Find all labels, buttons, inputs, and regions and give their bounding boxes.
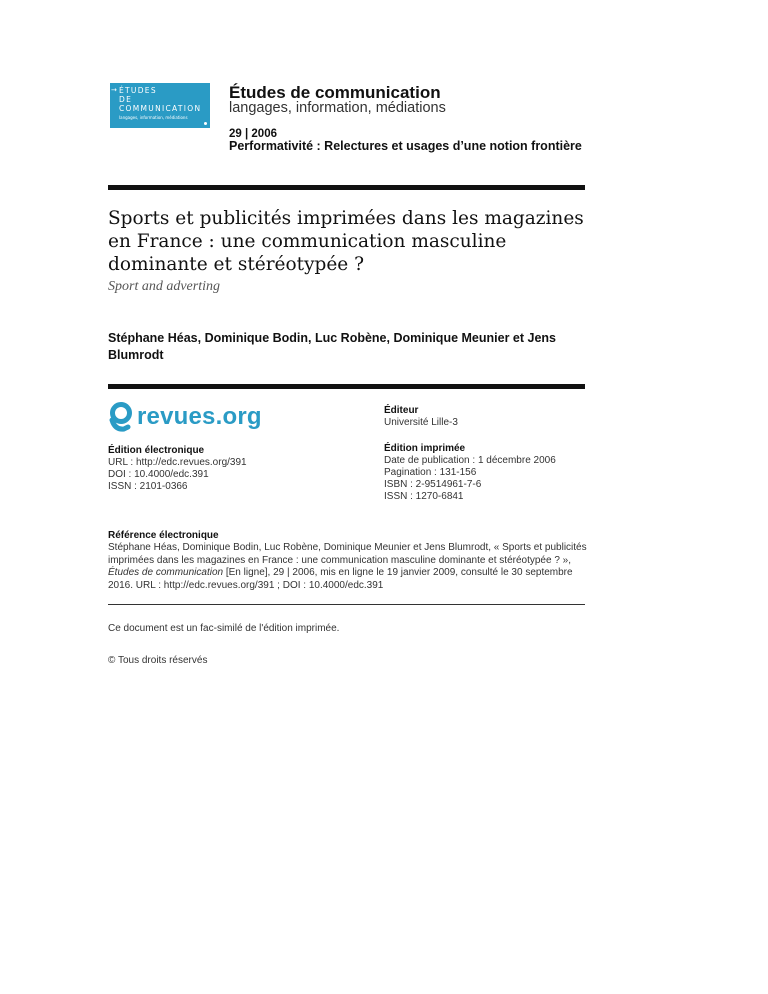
reference-block	[108, 530, 588, 592]
revues-mark-icon	[108, 402, 134, 432]
reference-journal-italic: Études de communication	[108, 567, 224, 578]
logo-dot-icon	[204, 122, 207, 125]
article-subtitle: Sport and adverting	[108, 279, 220, 294]
print-isbn: ISBN : 2-9514961-7-6	[384, 479, 482, 490]
electronic-url[interactable]: URL : http://edc.revues.org/391	[108, 457, 247, 468]
journal-title: Études de communication	[229, 83, 441, 102]
electronic-issn: ISSN : 2101-0366	[108, 481, 188, 492]
edition-electronique-heading: Édition électronique	[108, 445, 205, 456]
editeur-heading: Éditeur	[384, 405, 419, 416]
article-authors: Stéphane Héas, Dominique Bodin, Luc Robène, Dominique Meunier et Jens Blumrodt	[108, 331, 556, 362]
edition-imprimee-block	[384, 443, 556, 503]
print-issn: ISSN : 1270-6841	[384, 491, 464, 502]
facsimile-note: Ce document est un fac-similé de l'édition imprimée.	[108, 623, 340, 634]
journal-subtitle: langages, information, médiations	[229, 100, 446, 116]
reference-citation-part2: [En ligne], 29 | 2006, mis en ligne le 19 janvier 2009, consulté le 30 septembre 2016. URL : http://edc.revues.org/391 ; DOI : 10.4000/edc.391	[108, 567, 573, 591]
electronic-doi: DOI : 10.4000/edc.391	[108, 469, 209, 480]
journal-logo-tagline: langages, information, médiations	[119, 115, 188, 120]
print-date: Date de publication : 1 décembre 2006	[384, 455, 556, 466]
editeur-name: Université Lille-3	[384, 417, 458, 428]
issue-theme: Performativité : Relectures et usages d’une notion frontière	[229, 139, 582, 153]
revues-logo-text: revues.org	[137, 403, 262, 430]
reference-citation-part1: Stéphane Héas, Dominique Bodin, Luc Robène, Dominique Meunier et Jens Blumrodt, « Sports et publicités imprimées dans les magazines en France : une communication masculine dominante et stéréotypée ? »,	[108, 542, 587, 566]
rights-note: © Tous droits réservés	[108, 655, 208, 666]
arrow-icon: →	[111, 86, 117, 94]
middle-divider	[108, 384, 585, 389]
top-divider	[108, 185, 585, 190]
print-pagination: Pagination : 131-156	[384, 467, 477, 478]
journal-logo-line3: COMMUNICATION	[119, 104, 202, 113]
edition-imprimee-heading: Édition imprimée	[384, 443, 466, 454]
issue-number: 29 | 2006	[229, 128, 277, 140]
article-title: Sports et publicités imprimées dans les magazines en France : une communication masculine dominante et stéréotypée ?	[108, 208, 584, 275]
bottom-divider	[108, 604, 585, 605]
journal-logo-line1: ÉTUDES	[119, 86, 157, 95]
edition-electronique-block	[108, 445, 247, 493]
revues-logo[interactable]	[108, 401, 262, 433]
reference-citation	[108, 542, 588, 592]
reference-heading: Référence électronique	[108, 530, 219, 541]
journal-logo	[110, 83, 210, 128]
editeur-block	[384, 405, 458, 429]
journal-logo-line2: DE	[119, 95, 133, 104]
